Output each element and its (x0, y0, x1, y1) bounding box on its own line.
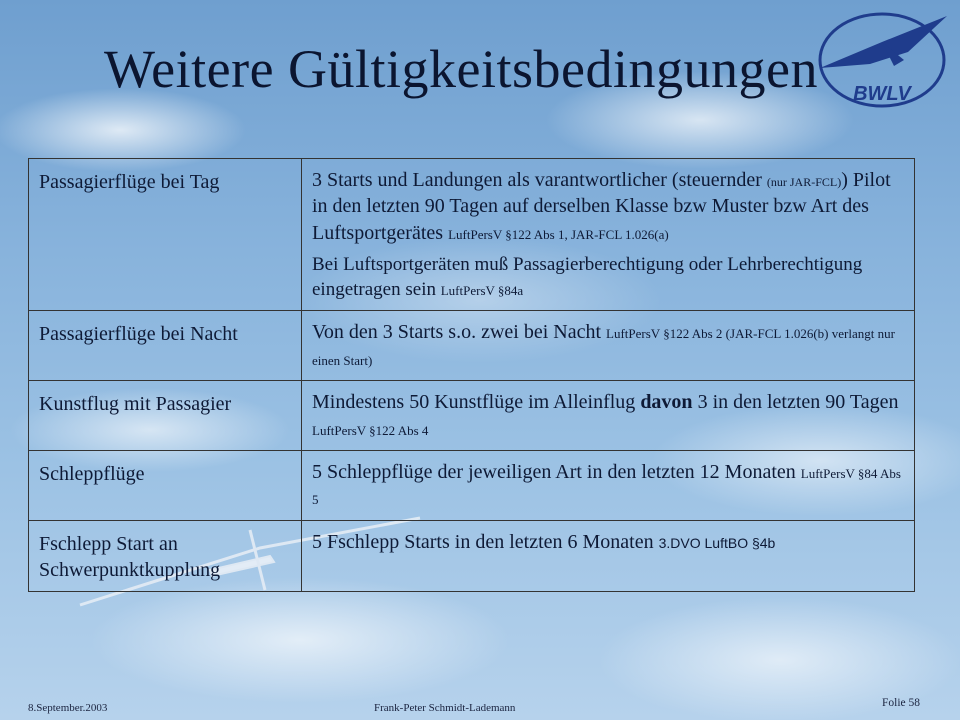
condition-label: Passagierflüge bei Tag (29, 159, 302, 311)
condition-text-part: 3 Starts und Landungen als varantwortlicher (steuernder (312, 169, 767, 191)
slide-title: Weitere Gültigkeitsbedingungen (104, 39, 818, 99)
condition-text (302, 159, 915, 311)
regulation-ref: LuftPersV §122 Abs 2 (JAR-FCL 1.026(b) verlangt nur einen Start) (312, 326, 895, 368)
regulation-ref: 3.DVO LuftBO §4b (658, 534, 776, 551)
condition-text-part: Mindestens 50 Kunstflüge im Alleinflug (312, 391, 641, 414)
condition-text (302, 381, 915, 451)
conditions-table (28, 158, 915, 592)
condition-text-part: Von den 3 Starts s.o. zwei bei Nacht (312, 321, 607, 344)
svg-text:BWLV: BWLV (853, 83, 911, 105)
table-row (29, 520, 915, 592)
condition-label: Passagierflüge bei Nacht (29, 311, 302, 381)
emphasis-text: davon (640, 391, 693, 414)
condition-label: Fschlepp Start an Schwerpunktkupplung (29, 520, 302, 592)
condition-text-part: Bei Luftsportgeräten muß Passagierberechtigung oder Lehrberechtigung eingetragen sein (312, 254, 863, 301)
footer-author: Frank-Peter Schmidt-Lademann (374, 702, 516, 714)
condition-text-part: 5 Schleppflüge der jeweiligen Art in den letzten 12 Monaten (312, 460, 801, 483)
bwlv-logo (812, 8, 952, 118)
regulation-ref: LuftPersV §84a (440, 283, 524, 299)
condition-text (302, 520, 915, 592)
table-row (29, 159, 915, 311)
regulation-ref: (nur JAR-FCL) (766, 175, 842, 189)
table-row (29, 311, 915, 381)
regulation-ref: LuftPersV §84 Abs 5 (312, 465, 901, 508)
table-row (29, 450, 915, 520)
regulation-ref: LuftPersV §122 Abs 4 (312, 422, 429, 438)
condition-text (302, 311, 915, 381)
regulation-ref: LuftPersV §122 Abs 1, JAR-FCL 1.026(a) (448, 226, 669, 242)
table-row (29, 381, 915, 451)
footer-date: 8.September.2003 (28, 702, 108, 714)
condition-text-part: ) Pilot in den letzten 90 Tagen auf derselben Klasse bzw Muster bzw Art des Luftsportgerätes (312, 169, 891, 244)
condition-label: Kunstflug mit Passagier (29, 381, 302, 451)
condition-text (302, 450, 915, 520)
condition-text-part: 3 in den letzten 90 Tagen (692, 391, 899, 414)
condition-label: Schleppflüge (29, 450, 302, 520)
condition-note (312, 252, 904, 302)
slide-number: Folie 58 (882, 697, 921, 709)
condition-text-part: 5 Fschlepp Starts in den letzten 6 Monaten (312, 530, 659, 553)
